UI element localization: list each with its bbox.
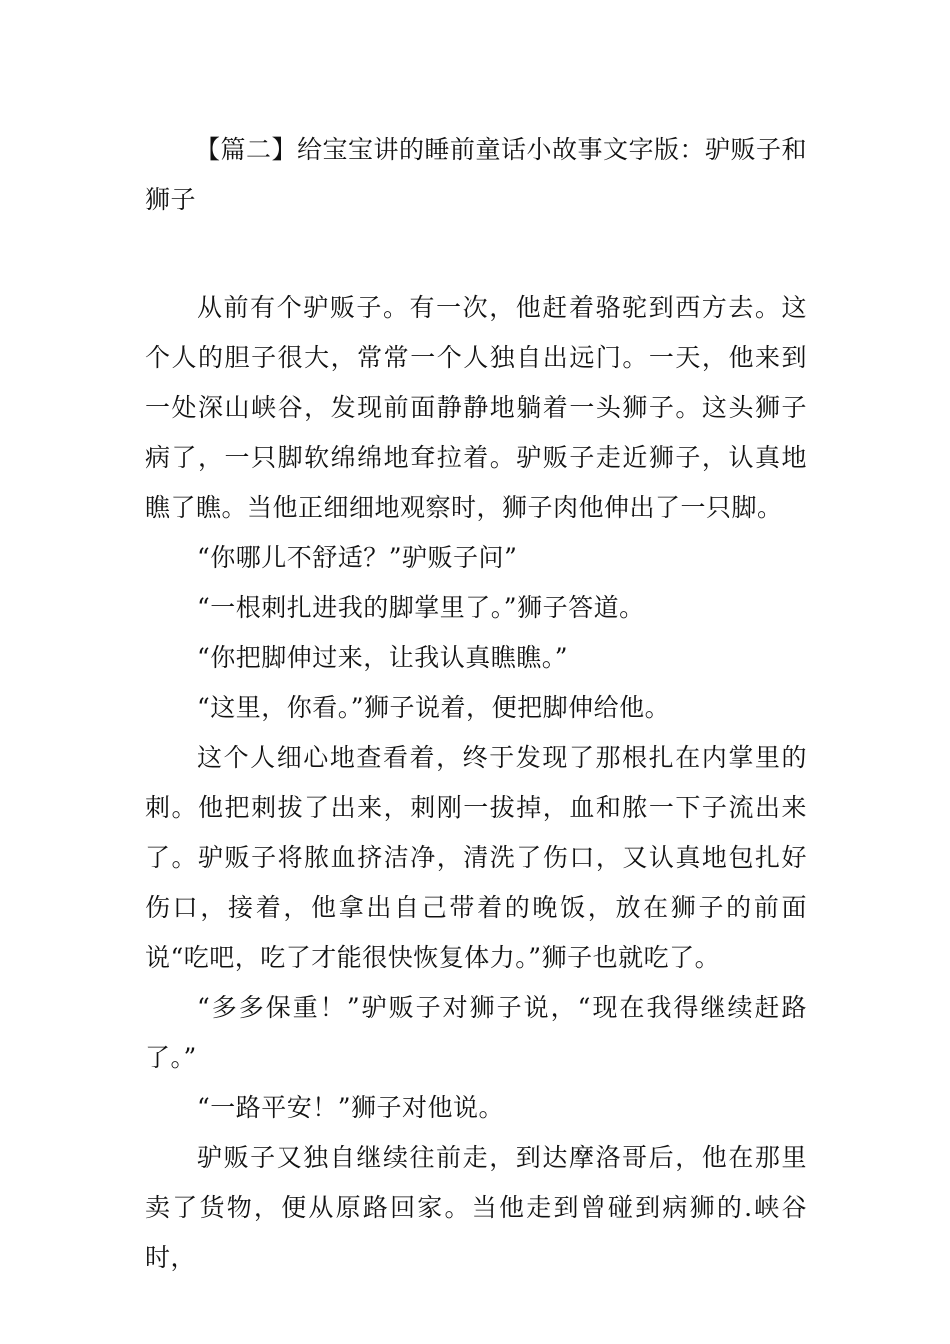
paragraph-7: “多多保重！”驴贩子对狮子说，“现在我得继续赶路了。” [145,993,807,1072]
paragraph-3: “一根刺扎进我的脚掌里了。”狮子答道。 [197,593,645,622]
document-body [145,125,807,1283]
paragraph-1: 从前有个驴贩子。有一次，他赶着骆驼到西方去。这个人的胆子很大，常常一个人独自出远门。一天，他来到一处深山峡谷，发现前面静静地躺着一头狮子。这头狮子病了，一只脚软绵绵地耷拉着。驴贩子走近狮子，认真地瞧了瞧。当他正细细地观察时，狮子肉他伸出了一只脚。 [145,293,807,522]
paragraph-4: “你把脚伸过来，让我认真瞧瞧。” [197,643,569,672]
paragraph-5: “这里，你看。”狮子说着，便把脚伸给他。 [197,693,671,722]
title-spacer [145,225,807,283]
paragraph-8: “一路平安！”狮子对他说。 [197,1093,505,1122]
paragraph-2: “你哪儿不舒适？”驴贩子问” [197,543,518,572]
paragraph-6: 这个人细心地查看着，终于发现了那根扎在内掌里的刺。他把刺拔了出来，刺刚一拔掉，血和脓一下子流出来了。驴贩子将脓血挤洁净，清洗了伤口，又认真地包扎好伤口，接着，他拿出自己带着的晚饭，放在狮子的前面说“吃吧，吃了才能很快恢复体力。”狮子也就吃了。 [145,743,807,972]
document-title: 【篇二】给宝宝讲的睡前童话小故事文字版：驴贩子和狮子 [145,135,808,214]
paragraph-9: 驴贩子又独自继续往前走，到达摩洛哥后，他在那里卖了货物，便从原路回家。当他走到曾碰到病狮的.峡谷时， [145,1143,807,1272]
